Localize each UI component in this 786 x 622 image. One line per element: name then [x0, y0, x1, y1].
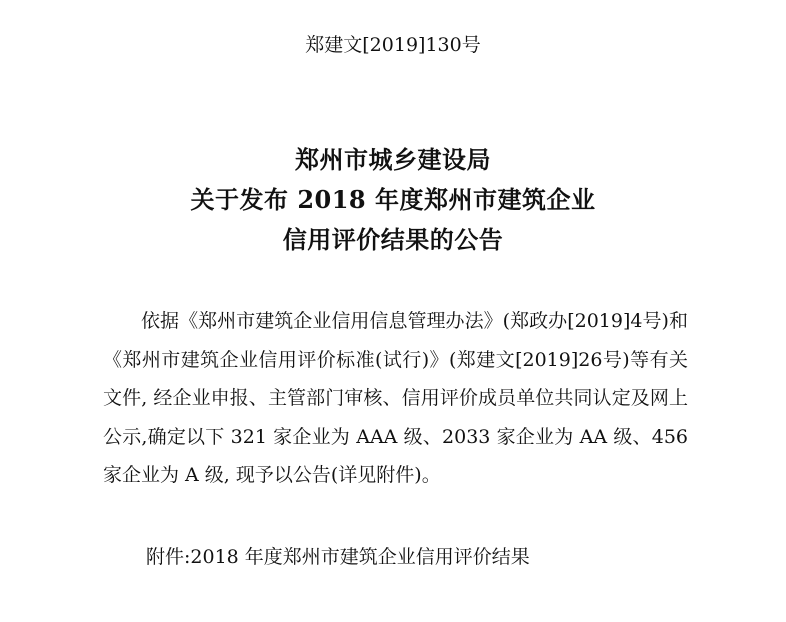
body-paragraph: 依据《郑州市建筑企业信用信息管理办法》(郑政办[2019]4号)和《郑州市建筑企业信用评价标准(试行)》(郑建文[2019]26号)等有关文件, 经企业申报、主管部门审核、信用评价成员单位共同认定及网上公示,确定以下 321 家企业为 AAA 级、2033 家企业为 AA 级、456 家企业为 A 级, 现予以公告(详见附件)。: [103, 310, 688, 486]
title-line-subject: 关于发布 2018 年度郑州市建筑企业: [190, 185, 596, 214]
title-line-announcement: 信用评价结果的公告: [282, 225, 504, 254]
document-title: [0, 140, 786, 260]
attachment-note: 附件:2018 年度郑州市建筑企业信用评价结果: [146, 546, 530, 568]
document-number: 郑建文[2019]130号: [305, 34, 481, 56]
title-line-issuer: 郑州市城乡建设局: [295, 145, 491, 174]
